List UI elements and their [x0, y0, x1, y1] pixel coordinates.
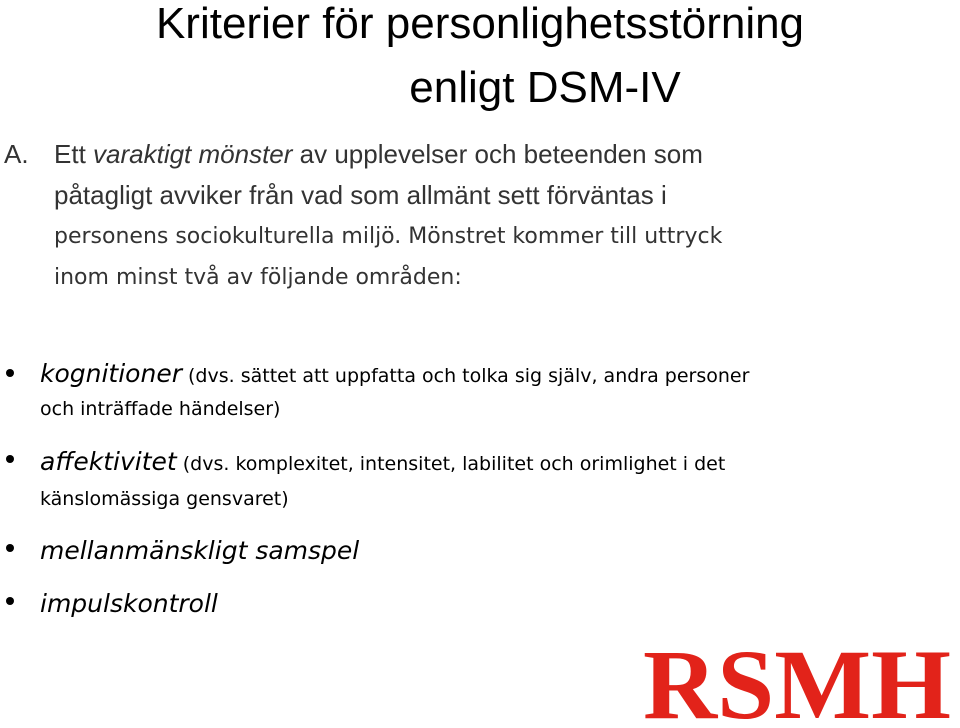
slide-title	[0, 0, 960, 120]
criterion-a-line-1	[54, 134, 904, 175]
list-item	[0, 533, 960, 572]
criterion-description: (dvs. sättet att uppfatta och tolka sig själv, andra personer	[181, 365, 750, 387]
criterion-description: (dvs. komplexitet, intensitet, labilitet och orimlighet i det	[176, 453, 726, 475]
criterion-a-line-3: personens sociokulturella miljö. Mönstret kommer till uttryck	[54, 224, 723, 249]
bullet-icon	[6, 455, 14, 463]
rsmh-logo-mark	[643, 638, 951, 722]
criterion-a-marker: A.	[4, 139, 29, 169]
criterion-term: affektivitet	[40, 447, 177, 476]
criterion-a-line-4: inom minst två av följande områden:	[54, 265, 462, 290]
line-1-suffix: av upplevelser och beteenden som	[292, 139, 703, 169]
criterion-term: kognitioner	[40, 359, 182, 388]
criterion-description-cont: och inträffade händelser)	[40, 398, 281, 420]
criterion-a	[4, 134, 904, 298]
list-item	[0, 444, 960, 517]
criterion-term: mellanmänskligt samspel	[40, 536, 360, 565]
bullet-icon	[6, 544, 14, 552]
title-line-1: Kriterier för personlighetsstörning	[155, 0, 805, 48]
list-item	[0, 358, 960, 426]
list-item	[0, 586, 960, 625]
bullet-icon	[6, 597, 14, 605]
line-1-emphasis: varaktigt mönster	[93, 139, 293, 169]
rsmh-logo	[640, 638, 954, 722]
rsmh-logo-text: RSMH	[643, 638, 951, 722]
criterion-a-line-2: påtagligt avviker från vad som allmänt sett förväntas i	[54, 180, 667, 210]
bullet-icon	[6, 369, 14, 377]
criteria-list	[0, 358, 960, 625]
line-1-prefix: Ett	[54, 139, 94, 169]
title-line-2: enligt DSM-IV	[409, 63, 681, 112]
criterion-term: impulskontroll	[40, 589, 218, 618]
criterion-description-cont: känslomässiga gensvaret)	[40, 488, 289, 510]
criterion-a-text	[54, 134, 904, 298]
